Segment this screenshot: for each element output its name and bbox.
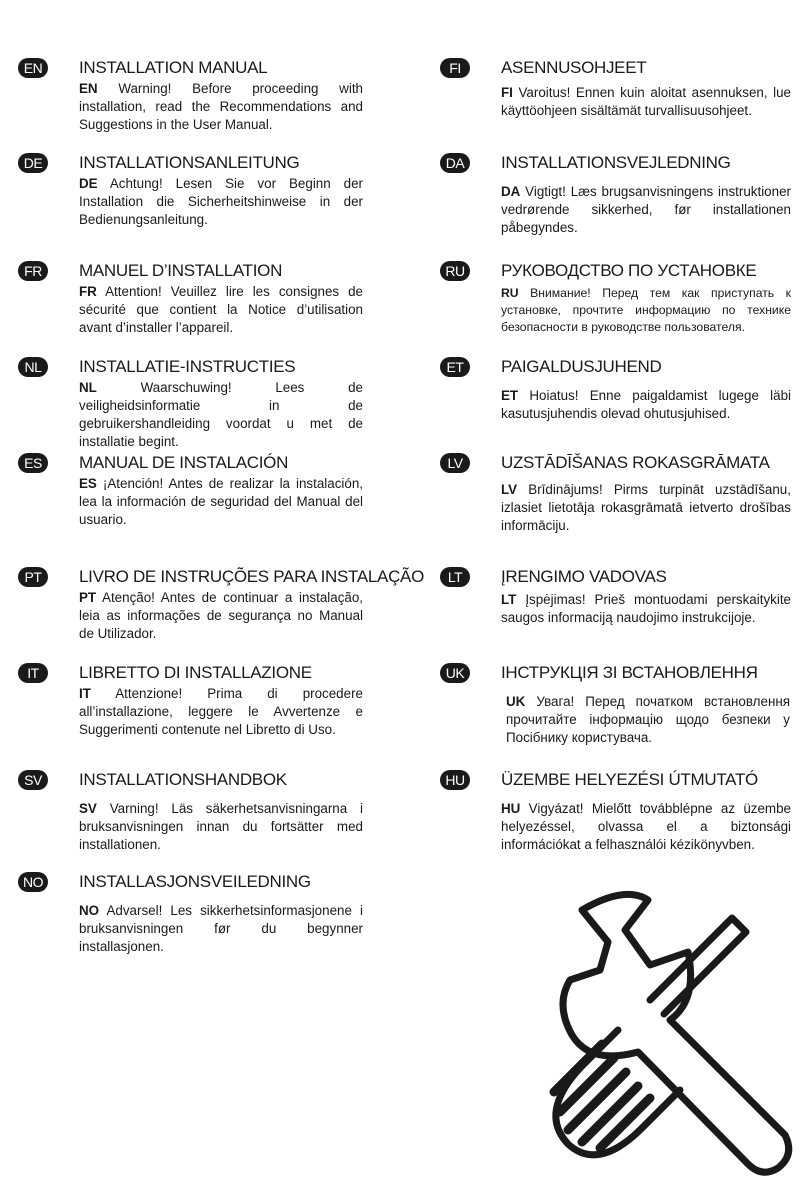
section-text: ES ¡Atención! Antes de realizar la instalación, lea la información de seguridad del Manual del usuario. bbox=[79, 476, 363, 527]
section-text: LT Įspėjimas! Prieš montuodami perskaitykite saugos informaciją naudojimo instrukcijoje. bbox=[501, 592, 791, 625]
language-badge: NL bbox=[18, 357, 48, 377]
language-badge: HU bbox=[440, 770, 470, 790]
language-badge: FI bbox=[440, 58, 470, 78]
section-text: EN Warning! Before proceeding with installation, read the Recommendations and Suggestions in the User Manual. bbox=[79, 81, 363, 132]
language-badge: DA bbox=[440, 153, 470, 173]
language-badge: RU bbox=[440, 261, 470, 281]
language-badge: ES bbox=[18, 453, 48, 473]
language-badge: UK bbox=[440, 663, 470, 683]
section-title: ІНСТРУКЦІЯ ЗІ ВСТАНОВЛЕННЯ bbox=[501, 663, 758, 682]
language-code: PT bbox=[79, 590, 97, 605]
language-code: IT bbox=[79, 686, 91, 701]
language-code: NO bbox=[79, 903, 100, 918]
language-badge: NO bbox=[18, 872, 48, 892]
language-code: EN bbox=[79, 81, 98, 96]
section-text: RU Внимание! Перед тем как приступать к установке, прочтите информацию по технике безопасности в руководстве пользователя. bbox=[501, 286, 791, 334]
language-code: DE bbox=[79, 176, 98, 191]
section-title: PAIGALDUSJUHEND bbox=[501, 357, 662, 376]
section-text: NO Advarsel! Les sikkerhetsinformasjonene i bruksanvisningen før du begynner installasjonen. bbox=[79, 903, 363, 954]
language-badge: ET bbox=[440, 357, 470, 377]
section-title: LIVRO DE INSTRUÇÕES PARA INSTALAÇÃO bbox=[79, 567, 425, 586]
language-badge: LV bbox=[440, 453, 470, 473]
wrench-screwdriver-icon bbox=[510, 880, 800, 1180]
language-badge: EN bbox=[18, 58, 48, 78]
language-badge: IT bbox=[18, 663, 48, 683]
section-title: INSTALLATIONSHANDBOK bbox=[79, 770, 287, 789]
section-title: INSTALLATIE-INSTRUCTIES bbox=[79, 357, 296, 376]
language-code: UK bbox=[506, 694, 526, 709]
section-text: LV Brīdinājums! Pirms turpināt uzstādīšanu, izlasiet lietotāja rokasgrāmatā ietverto drošības informāciju. bbox=[501, 482, 791, 533]
language-badge: DE bbox=[18, 153, 48, 173]
section-text: ET Hoiatus! Enne paigaldamist lugege läbi kasutusjuhendis olevad ohutusjuhised. bbox=[501, 388, 791, 421]
section-text: FI Varoitus! Ennen kuin aloitat asennuksen, lue käyttöohjeen sisältämät turvallisuusohjeet. bbox=[501, 85, 791, 118]
section-title: LIBRETTO DI INSTALLAZIONE bbox=[79, 663, 312, 682]
section-text: UK Увага! Перед початком встановлення прочитайте інформацію щодо безпеки у Посібнику користувача. bbox=[506, 694, 790, 745]
language-code: HU bbox=[501, 801, 521, 816]
language-code: SV bbox=[79, 801, 97, 816]
language-badge: FR bbox=[18, 261, 48, 281]
language-badge: PT bbox=[18, 567, 48, 587]
language-code: DA bbox=[501, 184, 521, 199]
language-code: ES bbox=[79, 476, 97, 491]
language-code: FR bbox=[79, 284, 97, 299]
section-title: ASENNUSOHJEET bbox=[501, 58, 647, 77]
section-title: ĮRENGIMO VADOVAS bbox=[501, 567, 667, 586]
section-title: INSTALLATION MANUAL bbox=[79, 58, 268, 77]
section-text: FR Attention! Veuillez lire les consignes de sécurité que contient la Notice d’utilisation avant d’installer l’appareil. bbox=[79, 284, 364, 335]
section-title: MANUEL D’INSTALLATION bbox=[79, 261, 283, 280]
section-title: INSTALLATIONSVEJLEDNING bbox=[501, 153, 731, 172]
section-text: SV Varning! Läs säkerhetsanvisningarna i bruksanvisningen innan du fortsätter med installationen. bbox=[79, 801, 363, 852]
language-code: FI bbox=[501, 85, 513, 100]
section-title: MANUAL DE INSTALACIÓN bbox=[79, 453, 289, 472]
language-code: LT bbox=[501, 592, 517, 607]
section-text: IT Attenzione! Prima di procedere all’installazione, leggere le Avvertenze e Suggerimenti contenute nel Libretto di Uso. bbox=[79, 686, 363, 737]
section-text: PT Atenção! Antes de continuar a instalação, leia as informações de segurança no Manual de Utilizador. bbox=[79, 590, 364, 641]
section-title: ÜZEMBE HELYEZÉSI ÚTMUTATÓ bbox=[501, 770, 758, 789]
section-title: РУКОВОДСТВО ПО УСТАНОВКЕ bbox=[501, 261, 757, 280]
section-text: HU Vigyázat! Mielőtt továbblépne az üzembe helyezéssel, olvassa el a biztonsági információkat a felhasználói kézikönyvben. bbox=[501, 801, 791, 852]
section-text: DE Achtung! Lesen Sie vor Beginn der Installation die Sicherheitshinweise in der Bedienungsanleitung. bbox=[79, 176, 364, 227]
language-badge: LT bbox=[440, 567, 470, 587]
language-code: ET bbox=[501, 388, 519, 403]
language-code: RU bbox=[501, 286, 519, 300]
section-text: DA Vigtigt! Læs brugsanvisningens instruktioner vedrørende sikkerhed, før installationen påbegyndes. bbox=[501, 184, 791, 235]
language-code: NL bbox=[79, 380, 97, 395]
section-title: UZSTĀDĪŠANAS ROKASGRĀMATA bbox=[501, 453, 770, 472]
section-title: INSTALLASJONSVEILEDNING bbox=[79, 872, 311, 891]
section-text: NL Waarschuwing! Lees de veiligheidsinformatie in de gebruikershandleiding voordat u met de installatie begint. bbox=[79, 380, 363, 449]
language-badge: SV bbox=[18, 770, 48, 790]
section-title: INSTALLATIONSANLEITUNG bbox=[79, 153, 300, 172]
language-code: LV bbox=[501, 482, 518, 497]
